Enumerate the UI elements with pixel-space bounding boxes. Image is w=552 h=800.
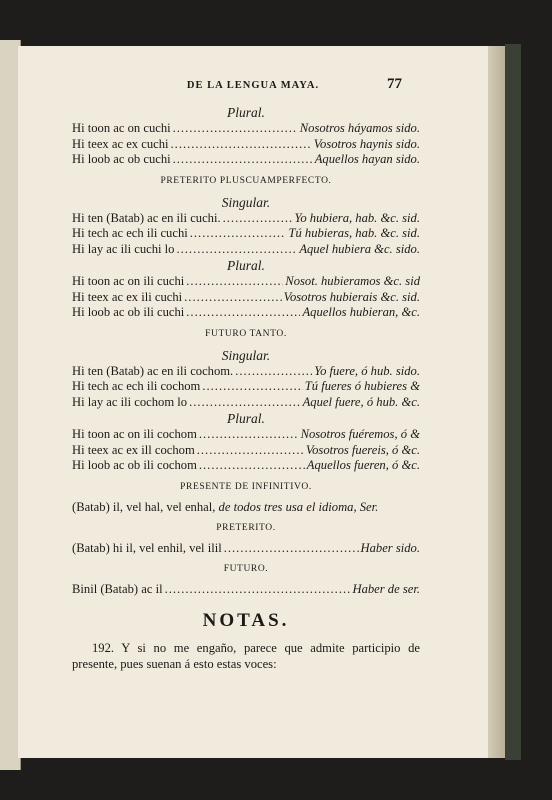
maya-form: Hi teex ac ex ill cochom [72,442,195,457]
running-title: DE LA LENGUA MAYA. [186,80,320,91]
maya-form: Hi lay ac ili cochom lo [72,394,188,409]
maya-form: Hi ten (Batab) ac en ili cochom. [72,363,234,378]
spanish-translation: Haber sido. [360,540,420,555]
spanish-translation: Yo hubiera, hab. &c. sid. [294,210,420,225]
dot-leader [202,379,302,395]
spanish-translation: Vosotros haynis sido. [313,136,420,151]
section-heading: Plural. [227,411,265,426]
conjugation-row [72,443,420,459]
maya-form: Hi loob ac ob ili cuchi [72,305,185,319]
maya-form: Hi lay ac ili cuchi lo [72,241,175,256]
spanish-translation: Haber de ser. [352,582,420,596]
conjugation-row [72,364,420,380]
section-heading: Singular. [221,347,271,363]
dot-leader [171,137,312,153]
dot-leader [189,395,301,411]
spanish-translation: Nosotros fuéremos, ó & [300,427,420,441]
spanish-translation: Vosotros hubierais &c. sid. [283,289,420,304]
conjugation-row [72,582,420,598]
maya-form: Hi teex ac ex cuchi [72,136,169,151]
maya-form: (Batab) il, vel hal, vel enhal, [72,499,216,514]
maya-form: Binil (Batab) ac il [72,582,163,596]
maya-form: Hi tech ac ech ili cuchi [72,226,188,240]
conjugation-row [72,242,420,258]
section-heading: Plural. [227,105,265,120]
conjugation-row [72,121,420,137]
conjugation-row [72,274,420,290]
spanish-gloss: de todos tres usa el idioma, Ser. [218,499,379,514]
maya-form: Hi toon ac on ili cuchi [72,274,185,288]
conjugation-row [72,305,420,321]
conjugation-row [72,427,420,443]
dot-leader [199,458,305,474]
conjugation-row [72,137,420,153]
tense-heading: FUTURO TANTO. [205,328,287,339]
dot-leader [186,274,283,290]
conjugation-row [72,290,420,306]
tense-heading: FUTURO. [223,564,269,574]
maya-form: Hi ten (Batab) ac en ili cuchi. [72,210,221,225]
dot-leader [184,290,282,306]
conjugation-row [72,541,420,557]
maya-form: (Batab) hi il, vel enhil, vel ilil [72,540,222,555]
dot-leader [197,443,304,459]
conjugation-row [72,152,420,168]
conjugation-row [72,379,420,395]
maya-form: Hi toon ac on cuchi [72,121,171,135]
conjugation-row [72,211,420,227]
dot-leader [224,541,359,557]
spanish-translation: Yo fuere, ó hub. sido. [314,363,420,378]
spanish-translation: Aquellos hubieran, &c. [302,305,420,319]
conjugation-row [72,458,420,474]
maya-form: Hi toon ac on ili cochom [72,427,197,441]
page-body [72,104,420,672]
dot-leader [176,242,297,258]
tense-heading: PRETERITO. [216,522,276,533]
spanish-translation: Nosot. hubieramos &c. sid [285,274,420,288]
page-stack-edge [486,46,506,758]
spanish-translation: Nosotros háyamos sido. [299,121,420,135]
maya-form: Hi loob ac ob cuchi [72,152,171,166]
spanish-translation: Aquellos fueren, ó &c. [306,458,420,472]
maya-form: Hi teex ac ex ili cuchi [72,289,183,304]
tense-heading: PRESENTE DE INFINITIVO. [180,481,312,492]
dot-leader [173,121,298,137]
maya-form: Hi loob ac ob ili cochom [72,458,197,472]
spanish-translation: Aquel hubiera &c. sido. [299,241,420,256]
dot-leader [165,582,351,598]
note-paragraph: 192. Y si no me engaño, parece que admite participio de presente, pues suenan á esto estas voces: [72,640,420,671]
maya-form: Hi tech ac ech ili cochom [72,379,201,393]
conjugation-row [72,395,420,411]
spanish-translation: Tú hubieras, hab. &c. sid. [288,226,420,240]
dot-leader [186,305,300,321]
book-cover-edge [505,44,521,760]
spanish-translation: Aquellos hayan sido. [314,152,420,166]
page-number: 77 [387,76,402,92]
dot-leader [199,427,299,443]
spanish-translation: Vosotros fuereis, ó &c. [305,442,420,457]
dot-leader [235,364,312,380]
notes-heading: NOTAS. [202,609,290,631]
spanish-translation: Aquel fuere, ó hub. &c. [302,394,420,409]
page-header [18,76,488,100]
conjugation-row [72,226,420,242]
section-heading: Singular. [221,194,271,210]
dot-leader [190,226,287,242]
section-heading: Plural. [227,258,265,273]
tense-heading: PRETERITO PLUSCUAMPERFECTO. [160,175,332,186]
infinitive-line [72,500,420,515]
book-page [18,46,488,758]
spanish-translation: Tú fueres ó hubieres & [304,379,420,393]
dot-leader [173,152,313,168]
dot-leader [223,211,293,227]
